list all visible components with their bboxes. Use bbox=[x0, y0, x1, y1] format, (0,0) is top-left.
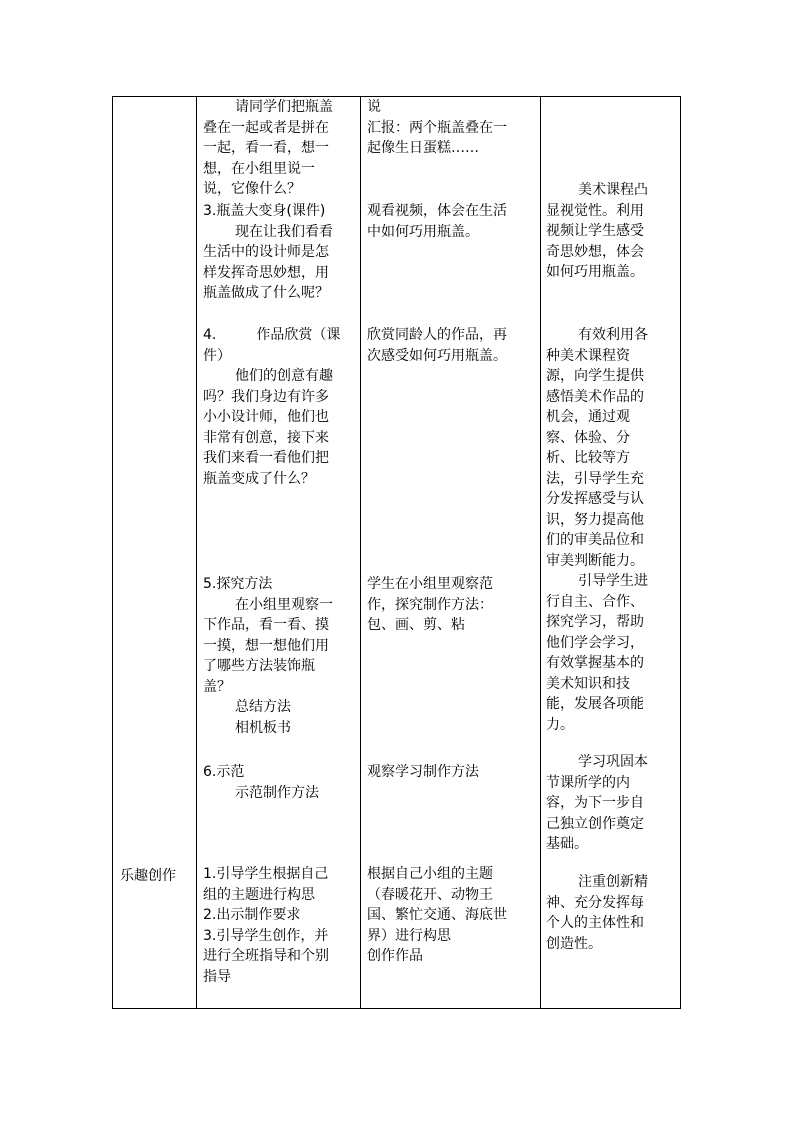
text-line: 观察学习制作方法 bbox=[367, 764, 479, 780]
text-line: 视频让学生感受 bbox=[546, 223, 644, 239]
student-activity-block bbox=[367, 762, 479, 783]
text-line: 学习巩固本 bbox=[578, 754, 648, 770]
stage-label: 乐趣创作 bbox=[120, 868, 176, 884]
text-line: 种美术课程资 bbox=[546, 347, 630, 364]
text-line: 吗？我们身边有许多 bbox=[203, 388, 329, 405]
text-line: 下作品，看一看、摸 bbox=[203, 617, 329, 633]
student-activity-block bbox=[367, 325, 507, 366]
text-line: 如何巧用瓶盖。 bbox=[546, 264, 644, 280]
text-line: （春暖花开、动物王 bbox=[367, 886, 493, 903]
student-activity-block bbox=[367, 574, 493, 636]
text-line: 行自主、合作、 bbox=[546, 593, 644, 610]
text-line: 4. 作品欣赏（课 bbox=[203, 327, 341, 343]
text-line: 了哪些方法装饰瓶 bbox=[203, 658, 315, 674]
text-line: 样发挥奇思妙想，用 bbox=[203, 264, 329, 281]
text-line: 美术知识和技 bbox=[546, 675, 630, 692]
text-line: 非常有创意，接下来 bbox=[203, 429, 329, 446]
teacher-activity-block bbox=[203, 864, 329, 987]
text-line: 瓶盖变成了什么？ bbox=[203, 470, 315, 487]
text-line: 机会，通过观 bbox=[546, 409, 630, 425]
text-line: 2.出示制作要求 bbox=[203, 907, 301, 923]
text-line: 说 bbox=[367, 99, 381, 115]
teacher-activity-block bbox=[203, 325, 340, 489]
text-line: 我们来看一看他们把 bbox=[203, 450, 329, 466]
text-line: 次感受如何巧用瓶盖。 bbox=[367, 347, 507, 364]
text-line: 包、画、剪、粘 bbox=[367, 617, 465, 633]
column-divider bbox=[540, 97, 541, 1008]
text-line: 探究学习，帮助 bbox=[546, 614, 644, 630]
text-line: 力。 bbox=[546, 716, 574, 733]
text-line: 引导学生进 bbox=[578, 573, 648, 589]
text-line: 创作作品 bbox=[367, 948, 423, 964]
text-line: 叠在一起或者是拼在 bbox=[203, 119, 329, 136]
text-line: 指导 bbox=[203, 968, 231, 985]
text-line: 盖？ bbox=[203, 678, 231, 695]
text-line: 神、充分发挥每 bbox=[546, 894, 644, 911]
text-line: 想，在小组里说一 bbox=[203, 160, 315, 177]
text-line: 汇报：两个瓶盖叠在一 bbox=[367, 119, 507, 136]
text-line: 界）进行构思 bbox=[367, 927, 451, 944]
text-line: 件） bbox=[203, 347, 231, 364]
text-line: 小小设计师，他们也 bbox=[203, 409, 329, 425]
text-line: 起像生日蛋糕…… bbox=[367, 140, 479, 156]
text-line: 一起，看一看，想一 bbox=[203, 140, 329, 156]
text-line: 感悟美术作品的 bbox=[546, 388, 644, 405]
student-activity-block bbox=[367, 97, 507, 159]
text-line: 瓶盖做成了什么呢？ bbox=[203, 285, 329, 301]
text-line: 奇思妙想，体会 bbox=[546, 243, 644, 260]
text-line: 他们学会学习， bbox=[546, 634, 644, 651]
text-line: 现在让我们看看 bbox=[235, 223, 333, 240]
text-line: 5.探究方法 bbox=[203, 576, 273, 592]
text-line: 一摸，想一想他们用 bbox=[203, 637, 329, 654]
text-line: 学生在小组里观察范 bbox=[367, 576, 493, 592]
text-line: 作，探究制作方法： bbox=[367, 596, 493, 613]
text-line: 分发挥感受与认 bbox=[546, 491, 644, 507]
text-line: 进行全班指导和个别 bbox=[203, 948, 329, 964]
text-line: 请同学们把瓶盖 bbox=[235, 99, 333, 115]
student-activity-block bbox=[367, 201, 507, 242]
teacher-activity-block bbox=[203, 762, 319, 803]
design-intent-block bbox=[546, 325, 648, 735]
text-line: 根据自己小组的主题 bbox=[367, 866, 493, 882]
text-line: 己独立创作奠定 bbox=[546, 815, 644, 832]
text-line: 容，为下一步自 bbox=[546, 795, 644, 811]
text-line: 3.引导学生创作，并 bbox=[203, 927, 329, 944]
text-line: 源，向学生提供 bbox=[546, 368, 644, 384]
text-line: 基础。 bbox=[546, 836, 588, 852]
text-line: 有效掌握基本的 bbox=[546, 655, 644, 671]
column-divider bbox=[360, 97, 361, 1008]
text-line: 们的审美品位和 bbox=[546, 532, 644, 548]
text-line: 能，发展各项能 bbox=[546, 696, 644, 712]
text-line: 相机板书 bbox=[235, 719, 291, 736]
text-line: 析、比较等方 bbox=[546, 450, 630, 466]
text-line: 组的主题进行构思 bbox=[203, 886, 315, 903]
text-line: 有效利用各 bbox=[578, 327, 648, 343]
text-line: 说，它像什么？ bbox=[203, 181, 301, 197]
student-activity-block bbox=[367, 864, 507, 967]
teacher-activity-block bbox=[203, 97, 333, 200]
text-line: 他们的创意有趣 bbox=[235, 368, 333, 384]
design-intent-block bbox=[546, 872, 648, 954]
text-line: 在小组里观察一 bbox=[235, 596, 333, 613]
text-line: 生活中的设计师是怎 bbox=[203, 244, 329, 260]
text-line: 3.瓶盖大变身(课件) bbox=[203, 203, 326, 219]
text-line: 节课所学的内 bbox=[546, 774, 630, 791]
text-line: 创造性。 bbox=[546, 935, 602, 952]
text-line: 观看视频，体会在生活 bbox=[367, 203, 507, 219]
text-line: 美术课程凸 bbox=[578, 182, 648, 198]
text-line: 个人的主体性和 bbox=[546, 915, 644, 931]
teacher-activity-block bbox=[203, 574, 333, 738]
text-line: 显视觉性。利用 bbox=[546, 202, 644, 219]
text-line: 国、繁忙交通、海底世 bbox=[367, 907, 507, 923]
design-intent-block bbox=[546, 752, 648, 855]
text-line: 1.引导学生根据自己 bbox=[203, 866, 329, 882]
text-line: 注重创新精 bbox=[578, 874, 648, 890]
text-line: 法，引导学生充 bbox=[546, 470, 644, 487]
text-line: 6.示范 bbox=[203, 764, 245, 780]
text-line: 察、体验、分 bbox=[546, 429, 630, 446]
text-line: 审美判断能力。 bbox=[546, 552, 644, 569]
text-line: 欣赏同龄人的作品，再 bbox=[367, 327, 507, 343]
text-line: 总结方法 bbox=[235, 699, 291, 715]
text-line: 中如何巧用瓶盖。 bbox=[367, 223, 479, 240]
text-line: 示范制作方法 bbox=[235, 784, 319, 801]
design-intent-block bbox=[546, 180, 648, 283]
teacher-activity-block bbox=[203, 201, 333, 304]
column-divider bbox=[196, 97, 197, 1008]
text-line: 识，努力提高他 bbox=[546, 511, 644, 528]
